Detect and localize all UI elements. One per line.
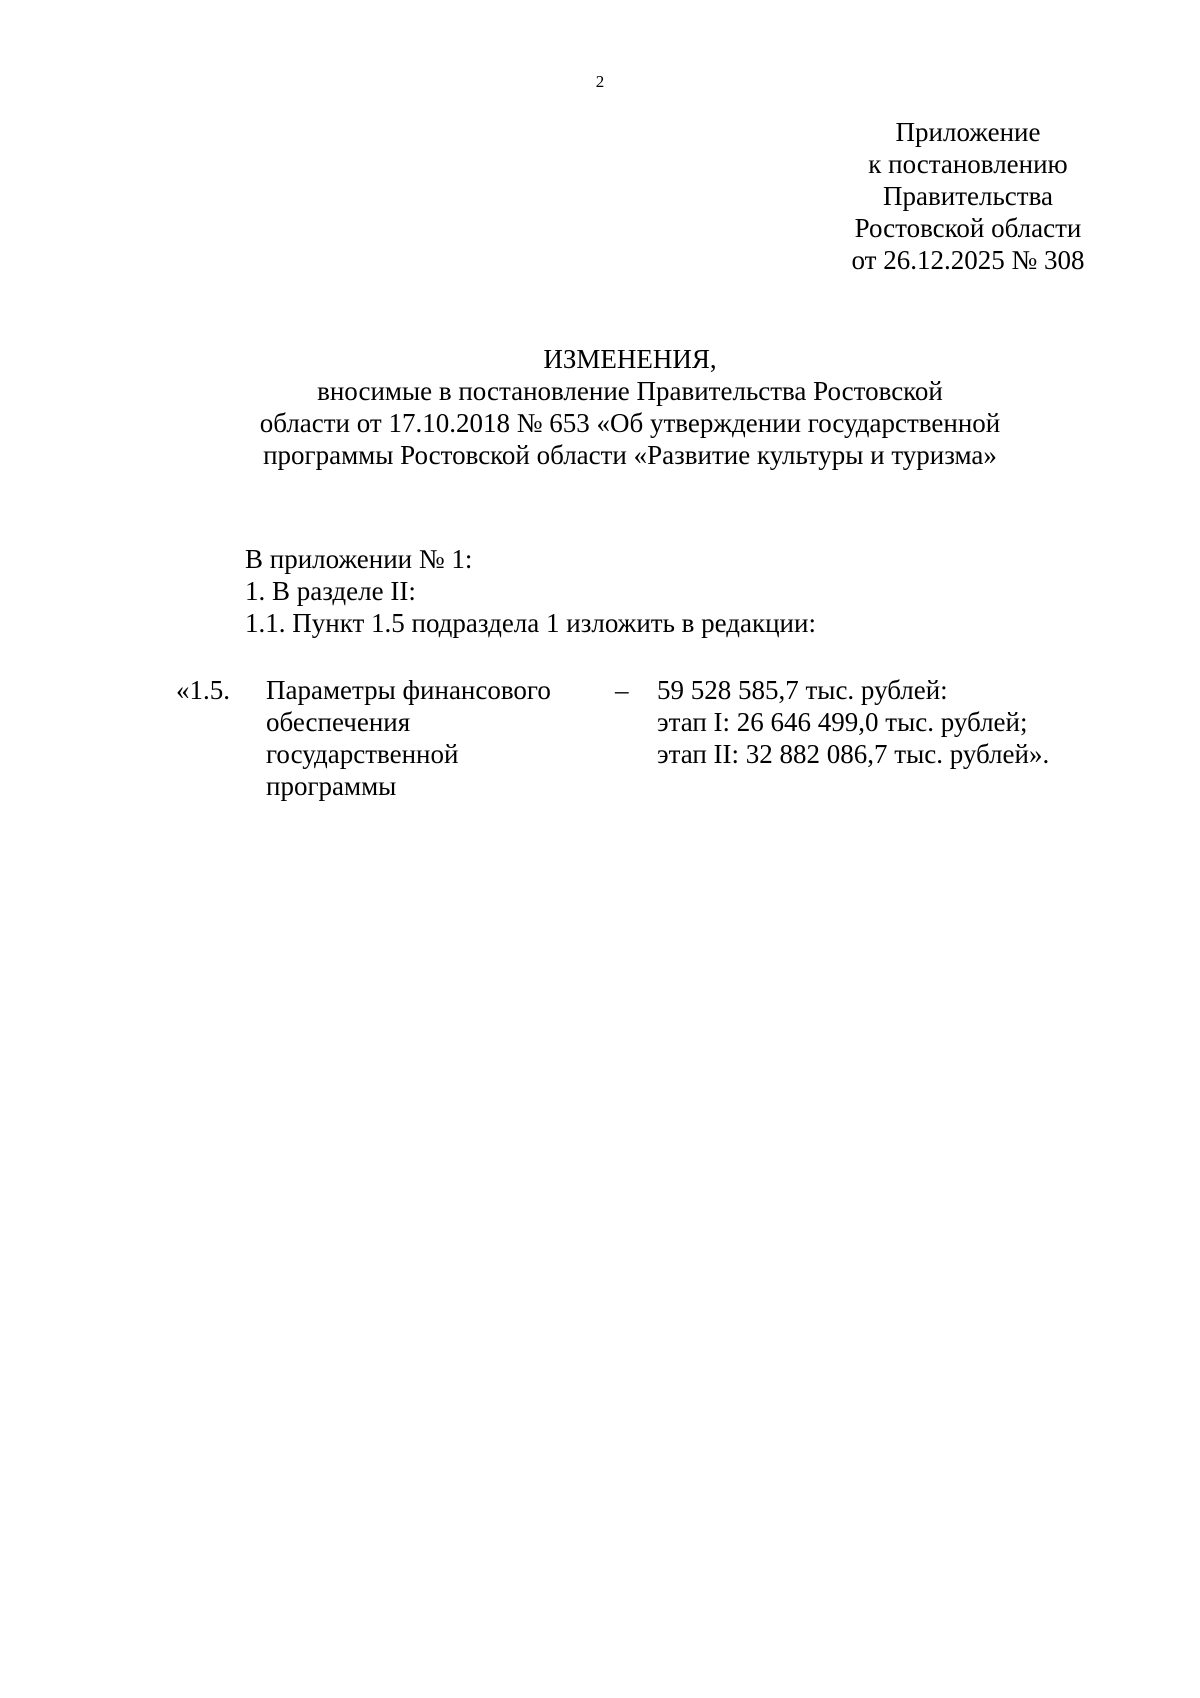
parameter-value-line: 59 528 585,7 тыс. рублей:	[657, 675, 948, 705]
appendix-block	[828, 116, 1108, 276]
appendix-line: от 26.12.2025 № 308	[851, 245, 1085, 275]
parameter-dash: –	[615, 675, 629, 705]
parameter-label-line: Параметры финансового	[266, 675, 551, 705]
title-line: области от 17.10.2018 № 653 «Об утверждении государственной	[259, 408, 1001, 438]
parameter-label	[266, 674, 596, 802]
title-heading: ИЗМЕНЕНИЯ,	[543, 344, 717, 374]
parameter-value-line: этап II: 32 882 086,7 тыс. рублей».	[657, 739, 1050, 769]
title-line: программы Ростовской области «Развитие культуры и туризма»	[263, 440, 997, 470]
intro-line: В приложении № 1:	[245, 544, 473, 574]
intro-line: 1.1. Пункт 1.5 подраздела 1 изложить в редакции:	[245, 608, 816, 638]
parameter-values	[657, 674, 1049, 770]
title-line: вносимые в постановление Правительства Ростовской	[317, 376, 943, 406]
intro-line: 1. В разделе II:	[245, 576, 416, 606]
appendix-line: Приложение	[895, 117, 1041, 147]
document-title	[200, 343, 1060, 471]
appendix-line: к постановлению	[868, 149, 1068, 179]
parameter-value-line: этап I: 26 646 499,0 тыс. рублей;	[657, 707, 1028, 737]
parameter-label-line: программы	[266, 771, 397, 801]
intro-paragraphs	[245, 543, 816, 639]
parameter-label-line: обеспечения	[266, 707, 411, 737]
appendix-line: Ростовской области	[854, 213, 1082, 243]
appendix-line: Правительства	[883, 181, 1053, 211]
parameter-label-line: государственной	[266, 739, 459, 769]
page-number: 2	[595, 72, 605, 91]
parameter-number: «1.5.	[176, 675, 230, 705]
